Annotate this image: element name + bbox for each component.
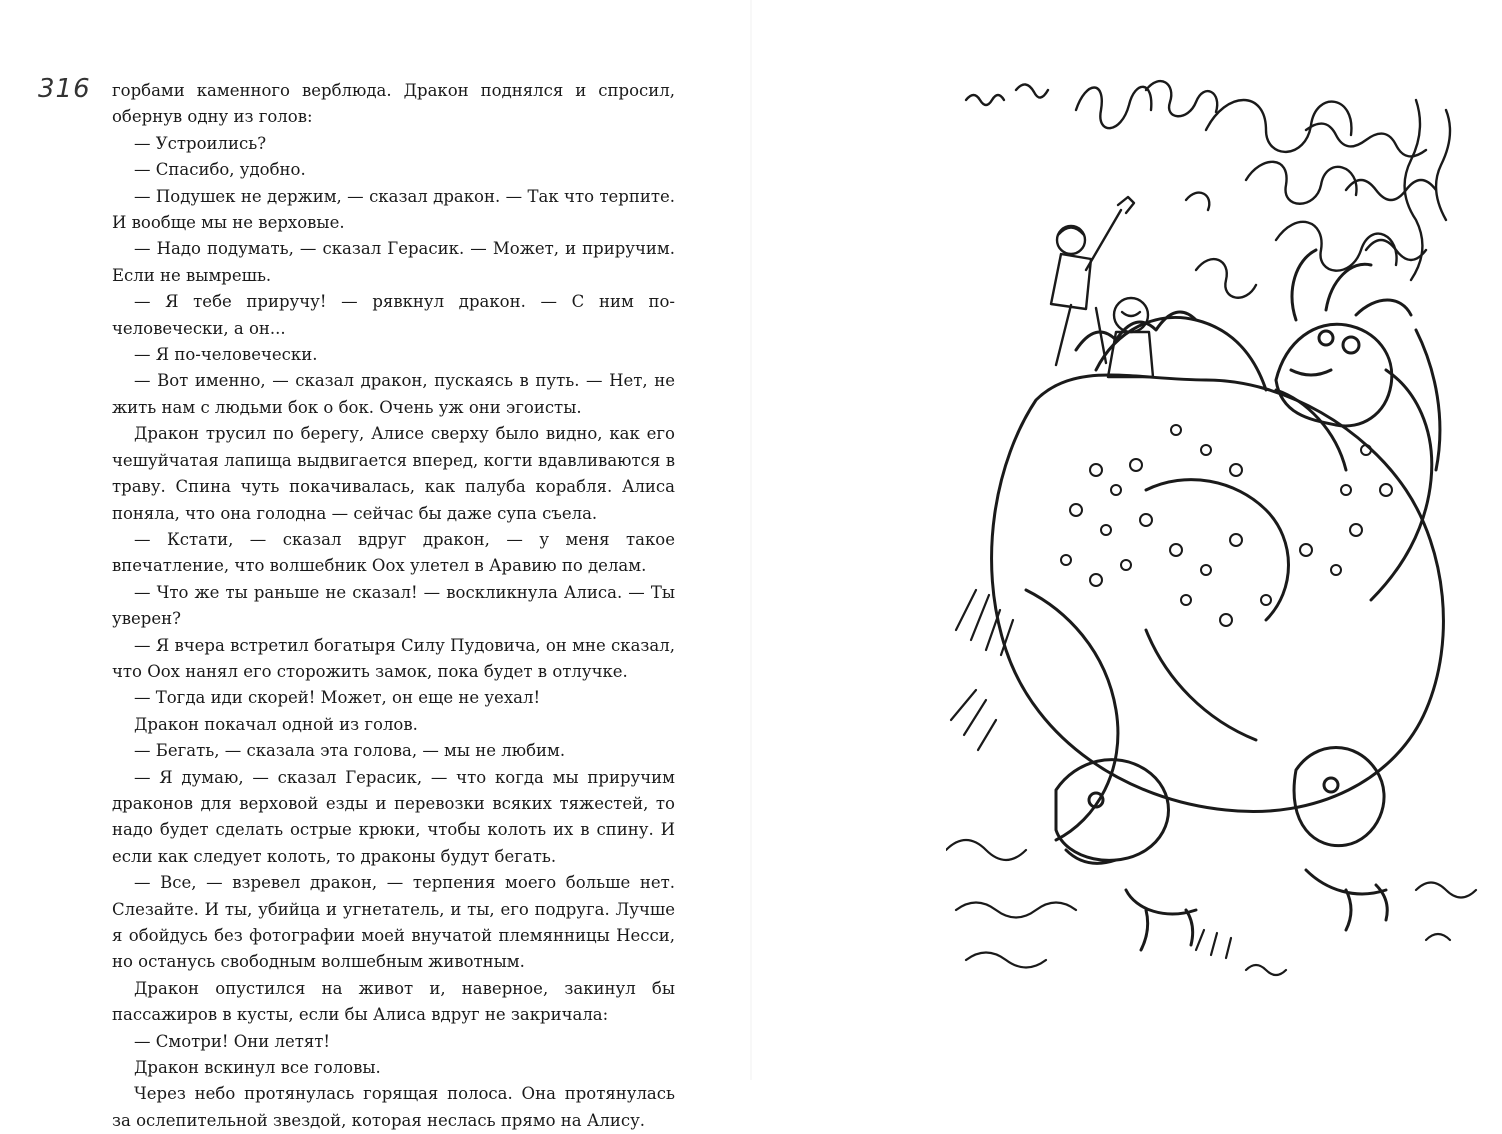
paragraph: — Я тебе приручу! — рявкнул дракон. — С ним по-человечески, а он... (112, 292, 675, 338)
paragraph: Через небо протянулась горящая полоса. Она протянулась за ослепительной звездой, которая неслась прямо на Алису. (112, 1084, 675, 1130)
paragraph: — Я по-человечески. (134, 345, 318, 365)
paragraph: — Подушек не держим, — сказал дракон. — Так что терпите. И вообще мы не верховые. (112, 186, 675, 233)
paragraph: — Спасибо, удобно. (134, 160, 306, 180)
paragraph: — Вот именно, — сказал дракон, пускаясь в путь. — Нет, не жить нам с людьми бок о бок. Очень уж они эгоисты. (112, 371, 675, 417)
right-page (751, 0, 1502, 1080)
paragraph: — Все, — взревел дракон, — терпения моего больше нет. Слезайте. И ты, убийца и угнетатель, и ты, его подруга. Лучше я обойдусь без фотографии моей внучатой племянницы Несси, но останусь свободным волшебным животным. (112, 873, 675, 972)
paragraph: — Кстати, — сказал вдруг дракон, — у меня такое впечатление, что волшебник Оох улетел в Аравию по делам. (112, 529, 675, 576)
paragraph: — Смотри! Они летят! (134, 1031, 331, 1051)
paragraph: Дракон трусил по берегу, Алисе сверху было видно, как его чешуйчатая лапища выдвигается вперед, когти вдавливаются в траву. Спина чуть покачивалась, как палуба корабля. Алиса поняла, что она голодна — сейчас бы даже супа съела. (112, 424, 675, 523)
paragraph: — Что же ты раньше не сказал! — воскликнула Алиса. — Ты уверен? (112, 582, 675, 629)
text-block (112, 78, 675, 1134)
paragraph: — Я вчера встретил богатыря Силу Пудовича, он мне сказал, что Оох нанял его сторожить замок, пока будет в отлучке. (112, 635, 675, 681)
paragraph: горбами каменного верблюда. Дракон поднялся и спросил, обернув одну из голов: (112, 81, 675, 127)
paragraph: Дракон опустился на живот и, наверное, закинул бы пассажиров в кусты, если бы Алиса вдруг не закричала: (112, 978, 675, 1025)
left-page (0, 0, 751, 1130)
page-number: 316 (38, 74, 91, 104)
paragraph: — Надо подумать, — сказал Герасик. — Может, и приручим. Если не вымрешь. (112, 239, 675, 285)
paragraph: Дракон вскинул все головы. (134, 1058, 381, 1078)
paragraph: — Я думаю, — сказал Герасик, — что когда мы приручим драконов для верховой езды и перевозки всяких тяжестей, то надо будет сделать острые крюки, чтобы колоть их в спину. И если как следует колоть, то драконы будут бегать. (112, 767, 675, 866)
dragon-illustration-icon (946, 70, 1491, 1000)
paragraph: — Устроились? (134, 133, 267, 153)
paragraph: — Бегать, — сказала эта голова, — мы не любим. (134, 741, 566, 761)
paragraph: Дракон покачал одной из голов. (134, 714, 418, 734)
paragraph: — Тогда иди скорей! Может, он еще не уехал! (134, 688, 541, 708)
